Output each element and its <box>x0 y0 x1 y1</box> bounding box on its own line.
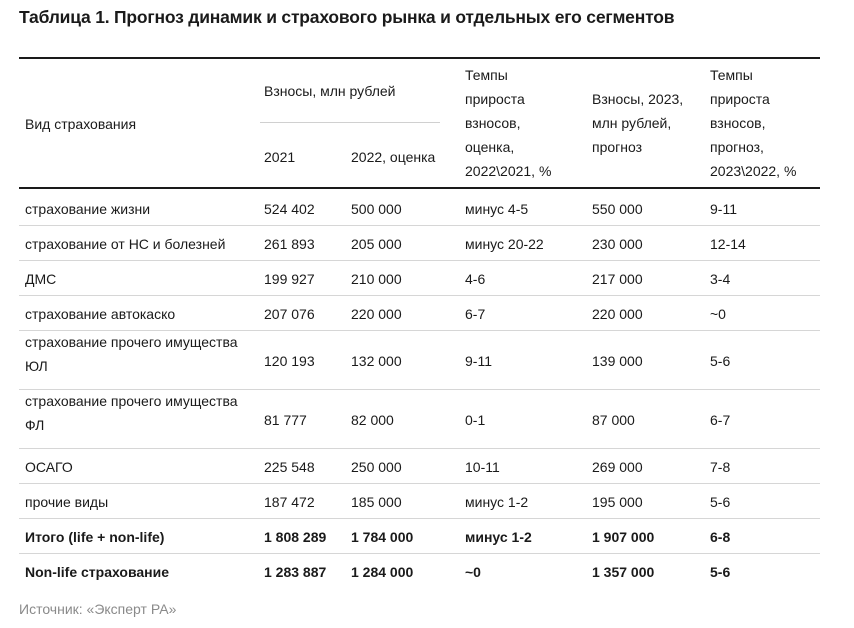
cell-g2023: 5-6 <box>710 353 731 369</box>
cell-insurance-type <box>25 232 225 256</box>
header-col-2022: 2022, оценка <box>351 149 436 165</box>
cell-v2023: 195 000 <box>592 494 643 510</box>
cell-g2023: 5-6 <box>710 564 731 580</box>
header-line: прироста <box>710 91 770 107</box>
cell-line: ДМС <box>25 271 57 287</box>
cell-v2022: 500 000 <box>351 201 402 217</box>
cell-v2023: 87 000 <box>592 412 635 428</box>
cell-line: страхование жизни <box>25 201 151 217</box>
cell-v2023: 230 000 <box>592 236 643 252</box>
table-row <box>19 330 820 390</box>
table-row <box>19 448 820 484</box>
cell-g2022: 10-11 <box>465 459 500 475</box>
cell-g2022: минус 1-2 <box>465 529 532 545</box>
header-line: прироста <box>465 91 525 107</box>
header-line: млн рублей, <box>592 115 672 131</box>
cell-v2023: 139 000 <box>592 353 643 369</box>
cell-insurance-type <box>25 560 169 584</box>
cell-line: Итого (life + non-life) <box>25 529 165 545</box>
cell-line: страхование от НС и болезней <box>25 236 226 252</box>
header-line: 2022\2021, % <box>465 163 552 179</box>
header-group-underline <box>260 122 440 123</box>
cell-v2022: 1 784 000 <box>351 529 414 545</box>
cell-v2023: 269 000 <box>592 459 643 475</box>
header-bottom-rule <box>19 187 820 189</box>
cell-v2021: 261 893 <box>264 236 315 252</box>
cell-v2021: 225 548 <box>264 459 315 475</box>
header-line: прогноз, <box>710 139 764 155</box>
table-title: Таблица 1. Прогноз динамик и страхового рынка и отдельных его сегментов <box>19 7 675 27</box>
cell-g2023: 7-8 <box>710 459 731 475</box>
cell-v2021: 1 283 887 <box>264 564 327 580</box>
source-note: Источник: «Эксперт РА» <box>19 601 177 617</box>
cell-v2021: 199 927 <box>264 271 315 287</box>
cell-v2021: 207 076 <box>264 306 315 322</box>
table-top-rule <box>19 57 820 59</box>
cell-v2023: 217 000 <box>592 271 643 287</box>
header-line: взносов, <box>465 115 521 131</box>
cell-v2021: 81 777 <box>264 412 307 428</box>
cell-insurance-type <box>25 267 56 291</box>
header-line: взносов, <box>710 115 766 131</box>
table-row <box>19 190 820 226</box>
cell-line: страхование прочего имущества <box>25 393 238 409</box>
header-line: оценка, <box>465 139 515 155</box>
cell-line: ЮЛ <box>25 358 48 374</box>
cell-v2022: 185 000 <box>351 494 402 510</box>
cell-g2022: 6-7 <box>465 306 486 322</box>
cell-line: страхование прочего имущества <box>25 334 238 350</box>
cell-g2022: 9-11 <box>465 353 492 369</box>
cell-line: прочие виды <box>25 494 109 510</box>
cell-g2022: 4-6 <box>465 271 486 287</box>
cell-line: Non-life страхование <box>25 564 170 580</box>
cell-g2022: 0-1 <box>465 412 486 428</box>
cell-insurance-type <box>25 330 238 378</box>
cell-line: ФЛ <box>25 417 45 433</box>
table-row <box>19 225 820 261</box>
header-col-growth-2022 <box>465 63 551 183</box>
cell-insurance-type <box>25 302 175 326</box>
table-row <box>19 260 820 296</box>
cell-v2022: 205 000 <box>351 236 402 252</box>
cell-insurance-type <box>25 525 164 549</box>
cell-v2021: 120 193 <box>264 353 315 369</box>
table-row <box>19 295 820 331</box>
cell-g2023: 12-14 <box>710 236 746 252</box>
header-line: Темпы <box>465 67 508 83</box>
header-line: 2023\2022, % <box>710 163 797 179</box>
header-line: Взносы, 2023, <box>592 91 684 107</box>
cell-v2022: 82 000 <box>351 412 394 428</box>
header-col-2021: 2021 <box>264 149 296 165</box>
cell-v2023: 1 907 000 <box>592 529 655 545</box>
cell-g2022: минус 4-5 <box>465 201 529 217</box>
cell-insurance-type <box>25 197 150 221</box>
header-group-premiums: Взносы, млн рублей <box>264 83 396 99</box>
cell-g2023: 5-6 <box>710 494 731 510</box>
table-row <box>19 483 820 519</box>
cell-v2022: 210 000 <box>351 271 402 287</box>
header-col-type: Вид страхования <box>25 116 137 132</box>
cell-insurance-type <box>25 455 73 479</box>
cell-g2023: 3-4 <box>710 271 731 287</box>
cell-g2022: ~0 <box>465 564 481 580</box>
cell-insurance-type <box>25 490 108 514</box>
cell-line: страхование автокаско <box>25 306 176 322</box>
cell-v2022: 132 000 <box>351 353 402 369</box>
cell-v2022: 220 000 <box>351 306 402 322</box>
cell-v2021: 1 808 289 <box>264 529 327 545</box>
cell-v2023: 550 000 <box>592 201 643 217</box>
cell-g2022: минус 20-22 <box>465 236 544 252</box>
cell-v2022: 1 284 000 <box>351 564 414 580</box>
header-line: прогноз <box>592 139 643 155</box>
cell-line: ОСАГО <box>25 459 73 475</box>
header-line: Темпы <box>710 67 753 83</box>
cell-g2023: 9-11 <box>710 201 737 217</box>
cell-g2023: 6-8 <box>710 529 731 545</box>
cell-g2022: минус 1-2 <box>465 494 529 510</box>
cell-v2023: 1 357 000 <box>592 564 655 580</box>
header-col-2023 <box>592 87 683 159</box>
cell-v2023: 220 000 <box>592 306 643 322</box>
cell-v2021: 187 472 <box>264 494 315 510</box>
cell-insurance-type <box>25 389 238 437</box>
header-col-growth-2023 <box>710 63 796 183</box>
cell-v2021: 524 402 <box>264 201 315 217</box>
table-row <box>19 553 820 588</box>
cell-v2022: 250 000 <box>351 459 402 475</box>
table-row <box>19 389 820 449</box>
table-row <box>19 518 820 554</box>
cell-g2023: 6-7 <box>710 412 731 428</box>
cell-g2023: ~0 <box>710 306 726 322</box>
